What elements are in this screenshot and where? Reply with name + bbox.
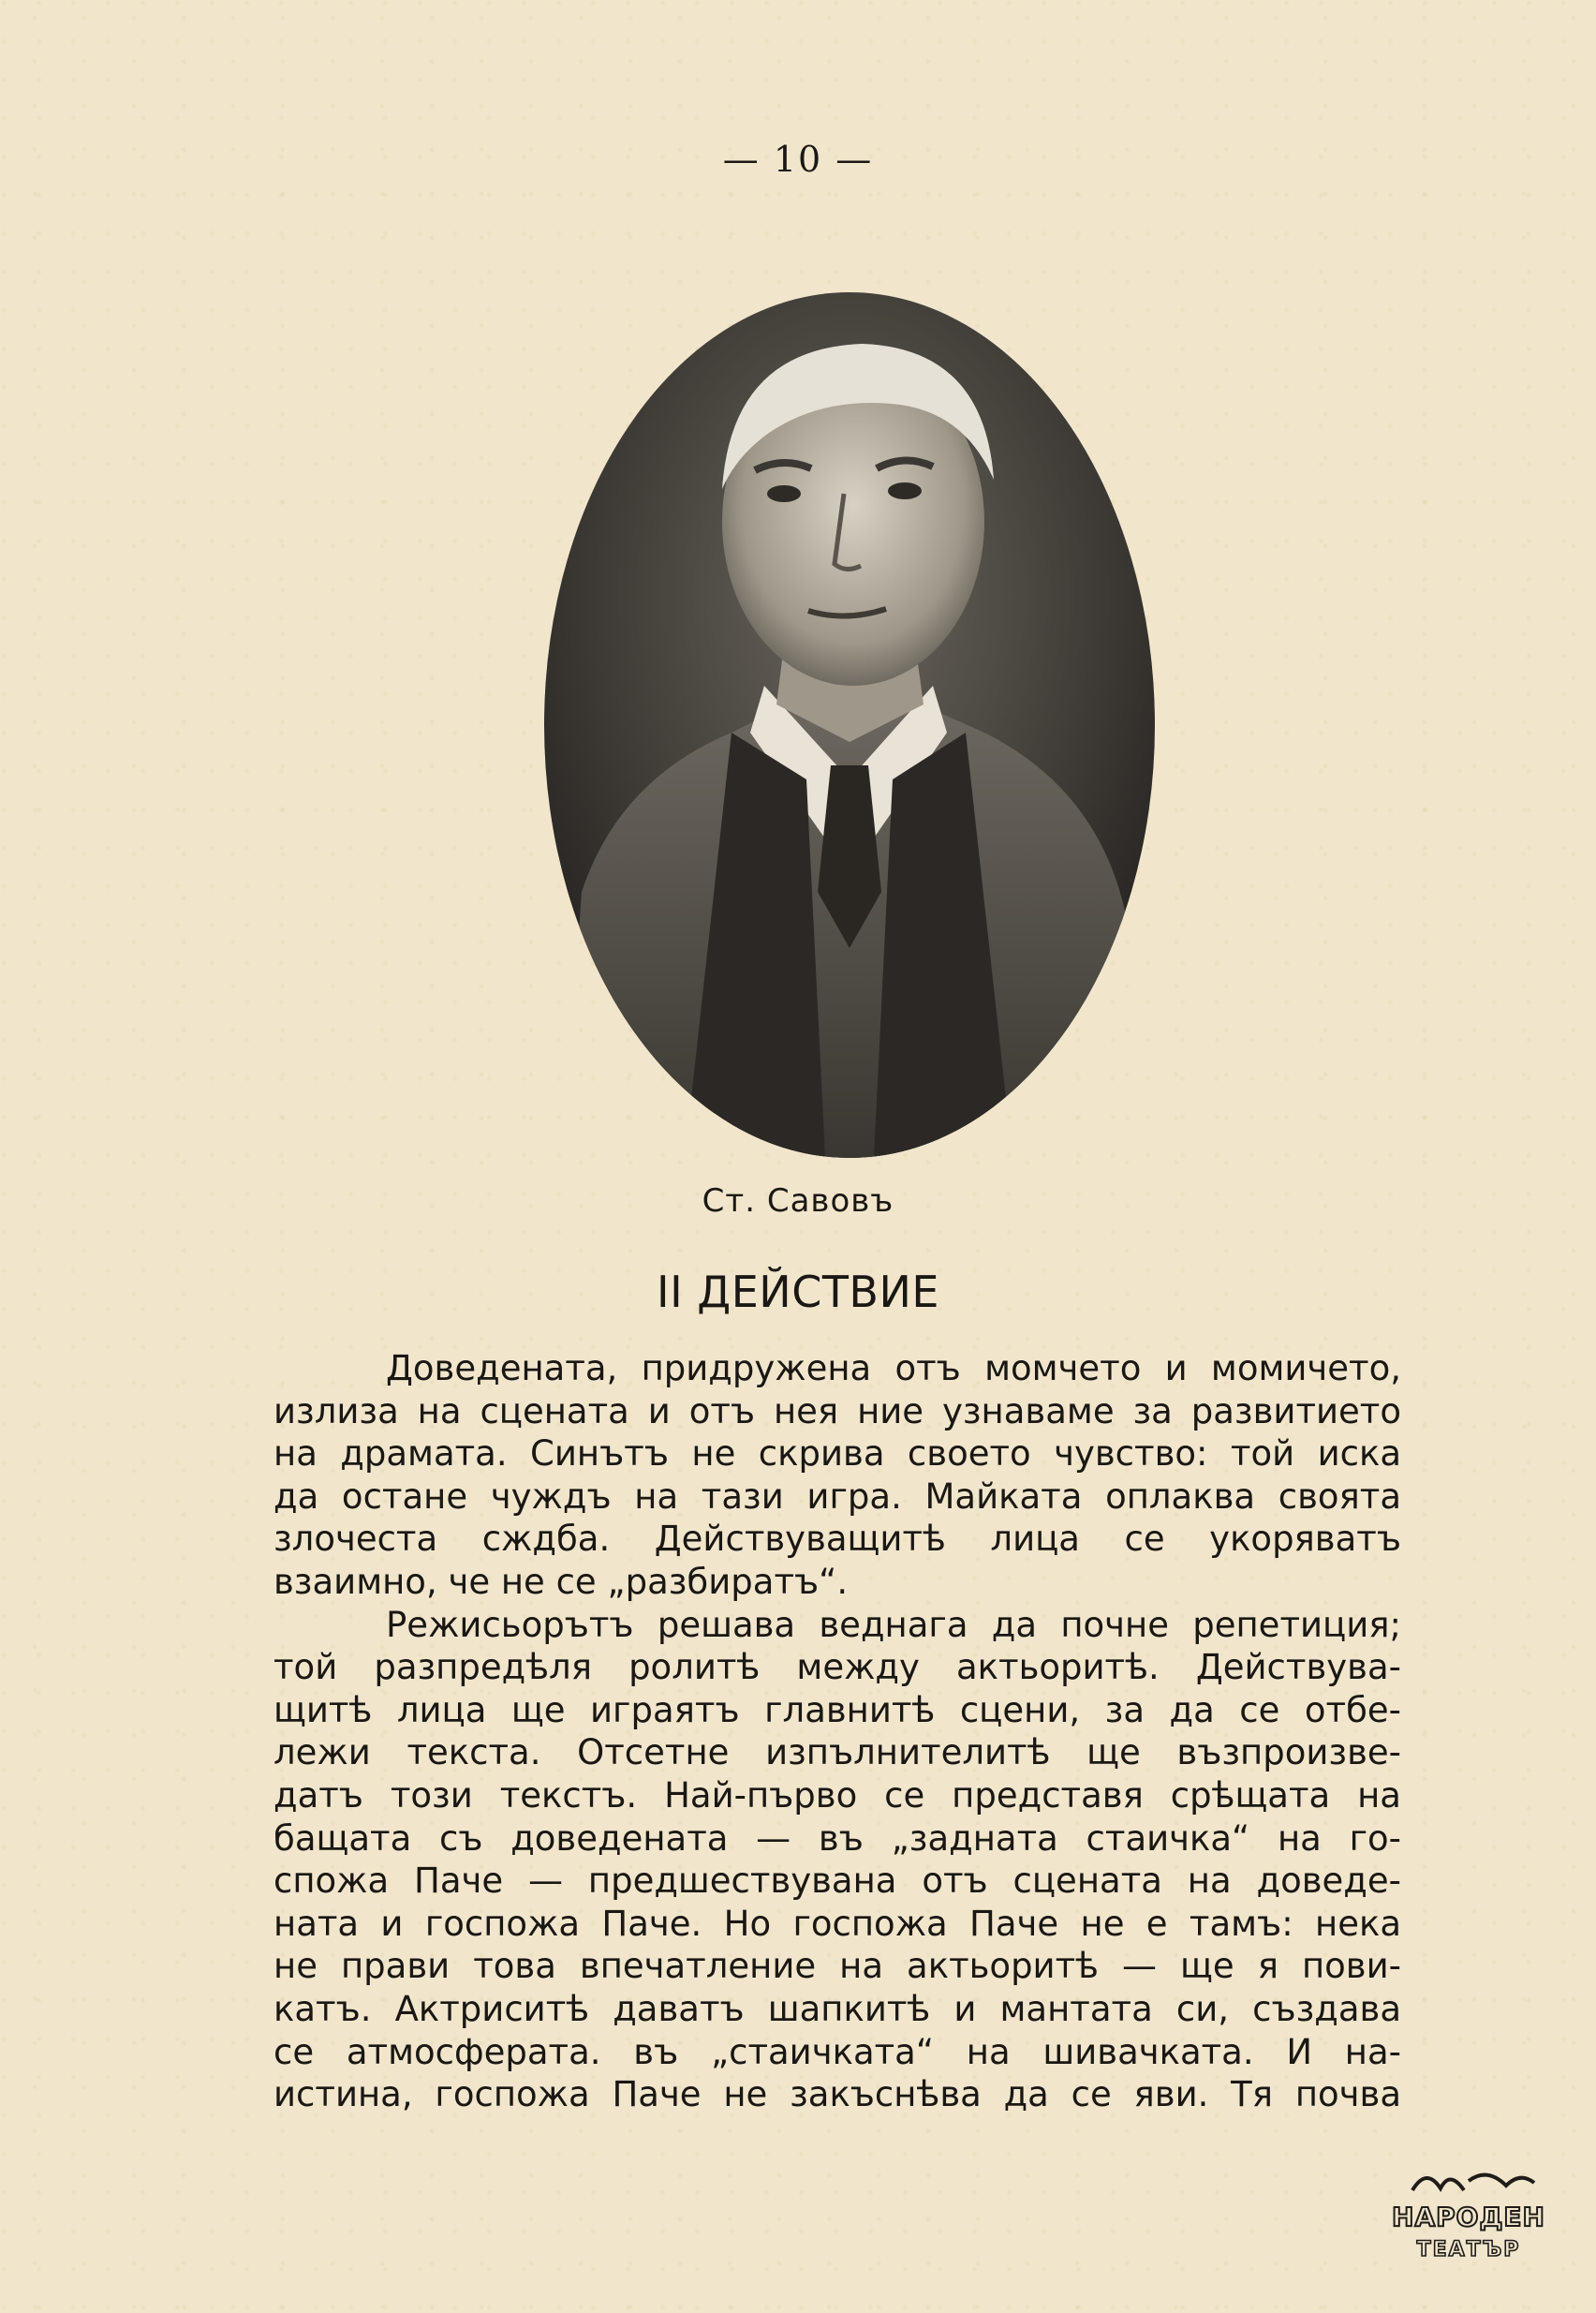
stamp-line-2: ТЕАТЪР <box>1416 2238 1521 2261</box>
paragraph-1-line: на драмата. Синътъ не скрива своето чувство: той иска <box>273 1433 1401 1475</box>
paragraph-2-line: не прави това впечатление на актьоритѣ — ще я пови- <box>273 1946 1401 1987</box>
paragraph-2-line: той разпредѣля ролитѣ между актьоритѣ. Действува- <box>273 1647 1401 1688</box>
paragraph-2-line: ната и госпожа Паче. Но госпожа Паче не е тамъ: нека <box>273 1903 1401 1944</box>
stamp-line-1: НАРОДЕН <box>1392 2202 1545 2232</box>
paragraph-1-line: излиза на сцената и отъ нея ние узнаваме за развитието <box>273 1390 1401 1431</box>
paragraph-1-line: да остане чуждъ на тази игра. Майката оплаква своята <box>273 1475 1401 1517</box>
paragraph-1-line: злочеста сждба. Действуващитѣ лица се укоряватъ <box>273 1519 1401 1560</box>
paragraph-2-line: бащата съ доведената — въ „задната стаичка“ на го- <box>273 1817 1401 1859</box>
body-text <box>273 1347 1401 2116</box>
paragraph-2-line: датъ този текстъ. Най-първо се представя срѣщата на <box>273 1774 1401 1816</box>
paragraph-1-line: взаимно, че не се „разбиратъ“. <box>273 1561 849 1602</box>
paragraph-2-line: щитѣ лица ще играятъ главнитѣ сцени, за да се отбе- <box>273 1689 1401 1730</box>
portrait-photo <box>544 292 1155 1158</box>
section-heading: II ДЕЙСТВИЕ <box>657 1267 939 1317</box>
portrait-caption: Ст. Савовъ <box>702 1182 894 1220</box>
paragraph-2-line: катъ. Актриситѣ даватъ шапкитѣ и мантата си, създава <box>273 1988 1401 2029</box>
paragraph-2-line: лежи текста. Отсетне изпълнителитѣ ще възпроизве- <box>273 1732 1401 1773</box>
paragraph-2-line: Режисьорътъ решава веднага да почне репетиция; <box>386 1604 1401 1645</box>
theatre-stamp-logo <box>1384 2162 1553 2265</box>
paragraph-1-line: Доведената, придружена отъ момчето и момичето, <box>386 1348 1401 1388</box>
paragraph-2-line: истина, госпожа Паче не закъснѣва да се яви. Тя почва <box>273 2074 1401 2115</box>
paragraph-2-line: спожа Паче — предшествувана отъ сцената на доведе- <box>273 1861 1401 1902</box>
paragraph-2-line: се атмосферата. въ „стаичката“ на шивачката. И на- <box>273 2031 1401 2072</box>
page-number: — 10 — <box>722 139 874 180</box>
